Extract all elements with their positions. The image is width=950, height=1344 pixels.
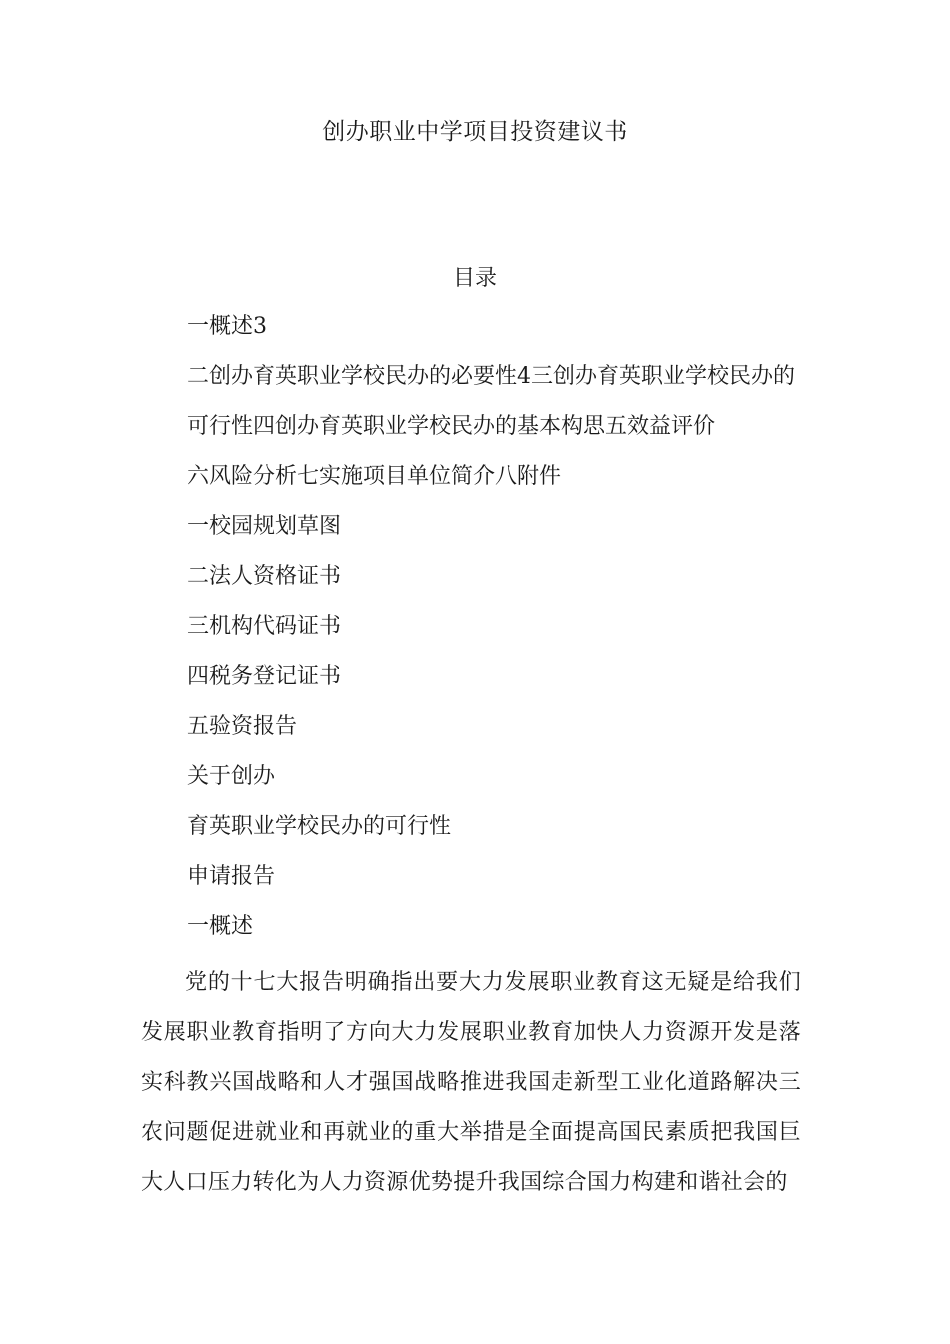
toc-line: 四税务登记证书: [187, 664, 342, 689]
body-line: 发展职业教育指明了方向大力发展职业教育加快人力资源开发是落: [141, 1020, 801, 1045]
toc-line: 育英职业学校民办的可行性: [187, 814, 452, 839]
toc-line: 一校园规划草图: [187, 514, 342, 539]
toc-line: 二创办育英职业学校民办的必要性4三创办育英职业学校民办的: [187, 364, 795, 389]
document-title: 创办职业中学项目投资建议书: [322, 119, 628, 145]
body-line: 大人口压力转化为人力资源优势提升我国综合国力构建和谐社会的: [141, 1170, 788, 1195]
body-line: 农问题促进就业和再就业的重大举措是全面提高国民素质把我国巨: [141, 1120, 801, 1145]
toc-line: 二法人资格证书: [187, 564, 342, 589]
toc-line: 三机构代码证书: [187, 614, 342, 639]
toc-line: 六风险分析七实施项目单位简介八附件: [187, 464, 562, 489]
body-paragraph: [141, 958, 801, 1208]
toc-heading: 目录: [452, 266, 497, 291]
body-line: 实科教兴国战略和人才强国战略推进我国走新型工业化道路解决三: [141, 1070, 801, 1095]
toc-line: 五验资报告: [187, 714, 298, 739]
toc-line: 一概述3: [187, 314, 267, 339]
toc-line: 可行性四创办育英职业学校民办的基本构思五效益评价: [187, 414, 716, 439]
toc-line: 申请报告: [187, 864, 276, 889]
toc-line: 关于创办: [187, 764, 276, 789]
table-of-contents: [187, 312, 827, 962]
toc-line: 一概述: [187, 914, 254, 939]
body-line: 党的十七大报告明确指出要大力发展职业教育这无疑是给我们: [185, 970, 801, 995]
